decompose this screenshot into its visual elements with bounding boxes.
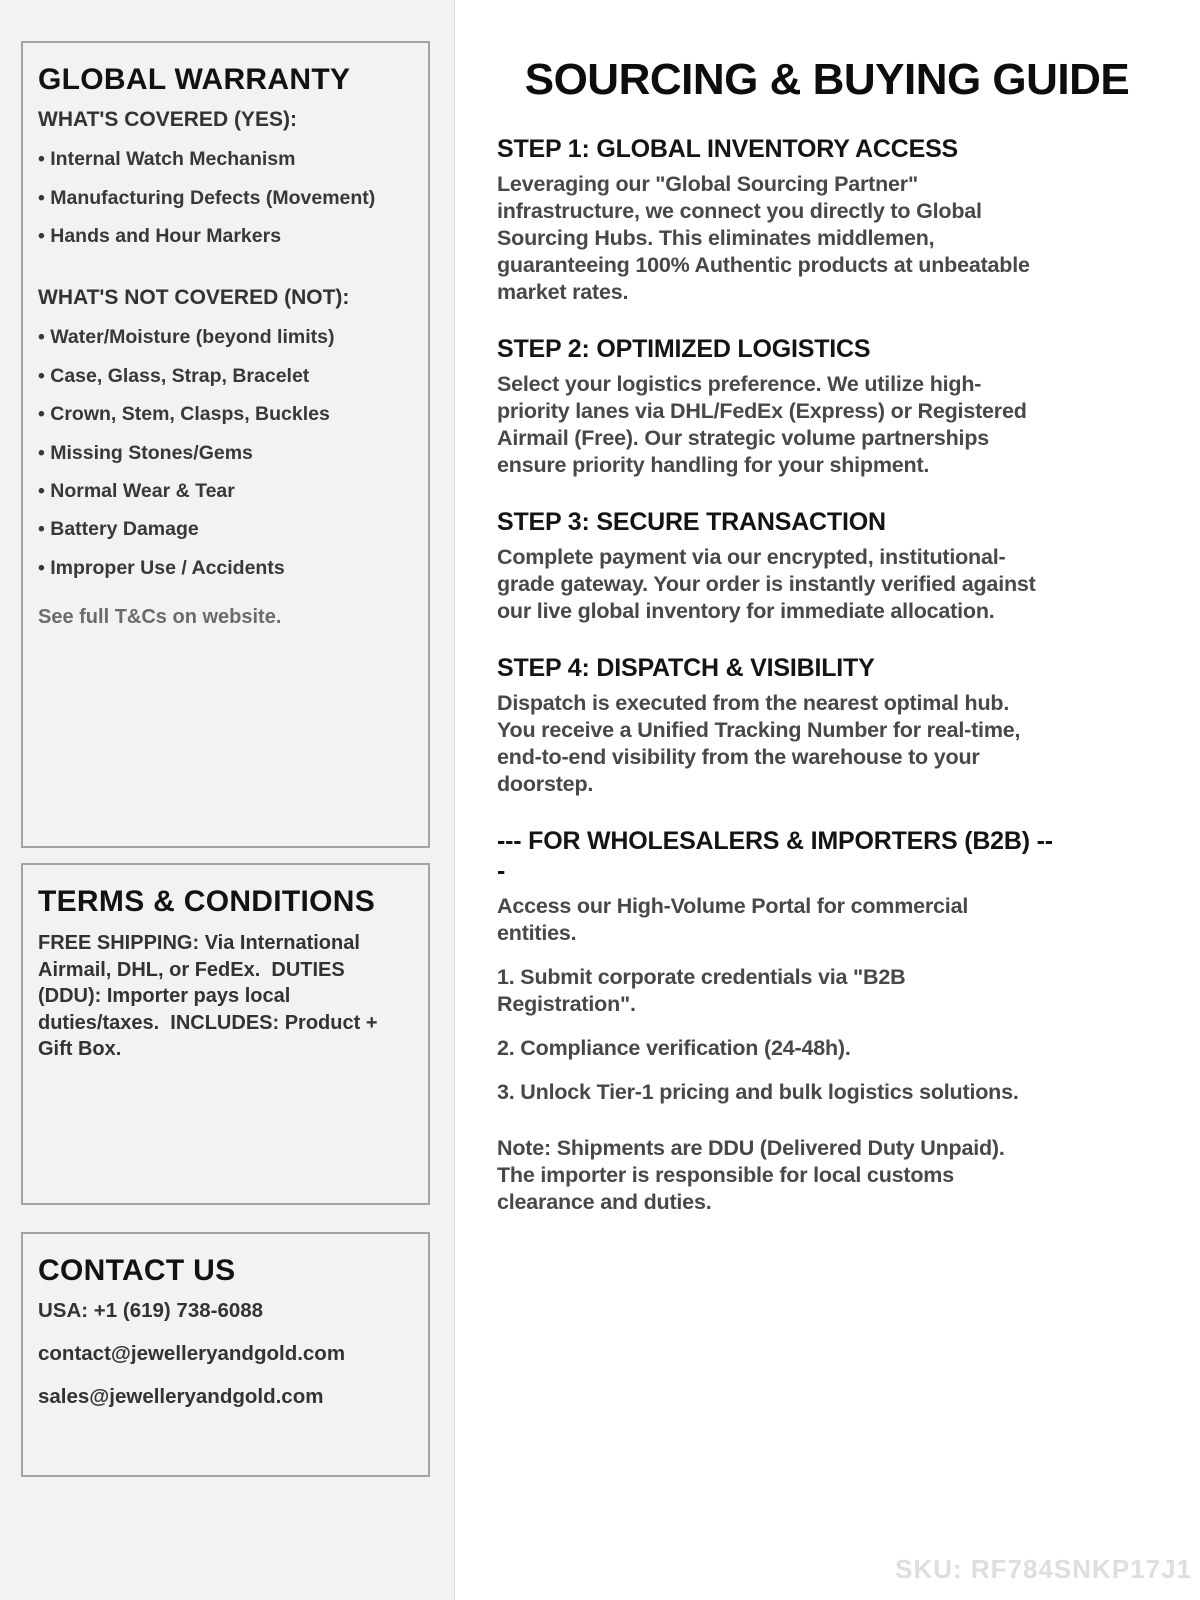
contact-email: contact@jewelleryandgold.com: [38, 1342, 346, 1365]
b2b-heading: --- FOR WHOLESALERS & IMPORTERS (B2B) ---: [497, 827, 1053, 886]
covered-item: • Manufacturing Defects (Movement): [38, 187, 412, 210]
terms-body: FREE SHIPPING: Via International Airmail, DHL, or FedEx. DUTIES (DDU): Importer pays local duties/taxes. INCLUDES: Product + Gift Box.: [38, 932, 384, 1061]
not-covered-item: • Crown, Stem, Clasps, Buckles: [38, 403, 412, 426]
b2b-item: 3. Unlock Tier-1 pricing and bulk logistics solutions.: [497, 1080, 1019, 1105]
step-1-section: [497, 134, 1057, 306]
step-4-section: [497, 653, 1057, 798]
not-covered-item: • Case, Glass, Strap, Bracelet: [38, 365, 412, 388]
step-3-heading: STEP 3: SECURE TRANSACTION: [497, 508, 886, 537]
contact-phone: USA: +1 (619) 738-6088: [38, 1299, 264, 1322]
b2b-item: 2. Compliance verification (24-48h).: [497, 1036, 851, 1061]
page-title: SOURCING & BUYING GUIDE: [524, 55, 1130, 104]
b2b-note: Note: Shipments are DDU (Delivered Duty Unpaid). The importer is responsible for local customs clearance and duties.: [497, 1136, 1005, 1215]
main-content: [455, 0, 1200, 1244]
warranty-footnote: See full T&Cs on website.: [38, 606, 282, 629]
not-covered-heading: WHAT'S NOT COVERED (NOT):: [38, 286, 350, 310]
covered-heading: WHAT'S COVERED (YES):: [38, 108, 297, 131]
contact-title: CONTACT US: [38, 1254, 236, 1287]
not-covered-item: • Improper Use / Accidents: [38, 557, 412, 580]
covered-item: • Internal Watch Mechanism: [38, 148, 412, 171]
sku-label: SKU: RF784SNKP17J1: [895, 1554, 1192, 1584]
terms-title: TERMS & CONDITIONS: [38, 885, 376, 918]
warranty-title: GLOBAL WARRANTY: [38, 63, 351, 96]
global-warranty-box: [21, 41, 430, 848]
b2b-item: 1. Submit corporate credentials via "B2B Registration".: [497, 965, 906, 1017]
not-covered-item: • Normal Wear & Tear: [38, 480, 412, 503]
b2b-section: [497, 826, 1057, 1216]
step-1-heading: STEP 1: GLOBAL INVENTORY ACCESS: [497, 135, 959, 164]
step-1-body: Leveraging our "Global Sourcing Partner" infrastructure, we connect you directly to Global Sourcing Hubs. This eliminates middlemen, guaranteeing 100% Authentic products at unbeatable market rates.: [497, 172, 1030, 305]
step-4-heading: STEP 4: DISPATCH & VISIBILITY: [497, 654, 875, 683]
not-covered-item: • Missing Stones/Gems: [38, 442, 412, 465]
step-3-body: Complete payment via our encrypted, institutional-grade gateway. Your order is instantly verified against our live global inventory for immediate allocation.: [497, 545, 1036, 624]
not-covered-item: • Water/Moisture (beyond limits): [38, 326, 412, 349]
terms-box: [21, 863, 430, 1205]
sidebar: [0, 0, 455, 1600]
b2b-intro: Access our High-Volume Portal for commercial entities.: [497, 894, 969, 946]
step-4-body: Dispatch is executed from the nearest optimal hub. You receive a Unified Tracking Number for real-time, end-to-end visibility from the warehouse to your doorstep.: [497, 691, 1021, 797]
contact-email-sales: sales@jewelleryandgold.com: [38, 1385, 324, 1408]
not-covered-item: • Battery Damage: [38, 518, 412, 541]
step-3-section: [497, 507, 1057, 625]
step-2-section: [497, 334, 1057, 479]
covered-item: • Hands and Hour Markers: [38, 225, 412, 248]
contact-box: [21, 1232, 430, 1477]
step-2-body: Select your logistics preference. We utilize high-priority lanes via DHL/FedEx (Express) or Registered Airmail (Free). Our strategic volume partnerships ensure priority handling for your shipment.: [497, 372, 1027, 478]
step-2-heading: STEP 2: OPTIMIZED LOGISTICS: [497, 335, 871, 364]
